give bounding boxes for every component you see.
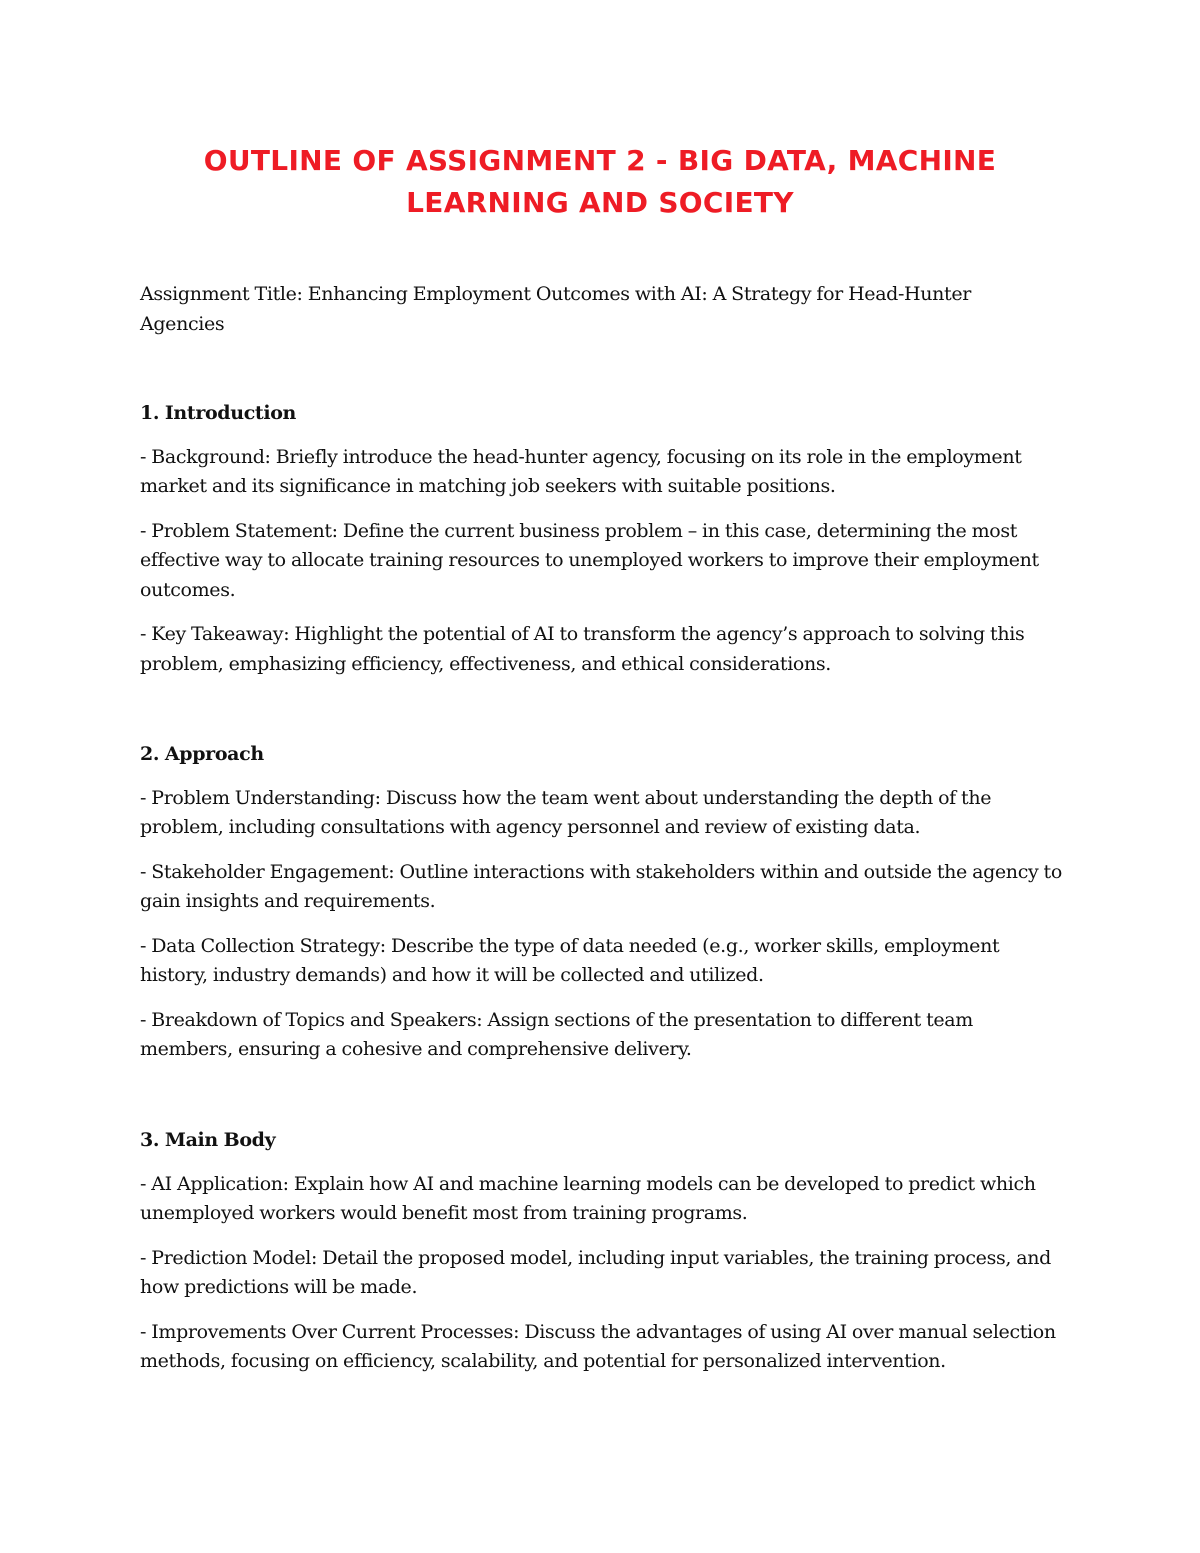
document-title-line-1: OUTLINE OF ASSIGNMENT 2 - BIG DATA, MACHINE [203,144,997,177]
section-heading: 3. Main Body [140,1129,276,1151]
bullet-data-collection-strategy: - Data Collection Strategy: Describe the type of data needed (e.g., worker skills, employment history, industry demands) and how it will be collected and utilized. [140,934,1000,986]
section-heading: 2. Approach [140,743,264,765]
bullet-improvements-over-current-processes: - Improvements Over Current Processes: Discuss the advantages of using AI over manual selection methods, focusing on efficiency, scalability, and potential for personalized intervention. [140,1320,1056,1372]
bullet-prediction-model: - Prediction Model: Detail the proposed model, including input variables, the training process, and how predictions will be made. [140,1246,1051,1298]
bullet-background: - Background: Briefly introduce the head-hunter agency, focusing on its role in the employment market and its significance in matching job seekers with suitable positions. [140,445,1022,497]
section-introduction [140,399,1070,694]
bullet-problem-statement: - Problem Statement: Define the current business problem – in this case, determining the most effective way to allocate training resources to unemployed workers to improve their employment outcomes. [140,519,1039,601]
section-main-body [140,1126,1070,1392]
bullet-problem-understanding: - Problem Understanding: Discuss how the team went about understanding the depth of the problem, including consultations with agency personnel and review of existing data. [140,786,992,838]
document-title [140,140,1060,224]
bullet-stakeholder-engagement: - Stakeholder Engagement: Outline interactions with stakeholders within and outside the agency to gain insights and requirements. [140,860,1062,912]
document-title-line-2: LEARNING AND SOCIETY [406,186,794,219]
section-heading: 1. Introduction [140,402,297,424]
section-approach [140,740,1070,1080]
assignment-title: Assignment Title: Enhancing Employment Outcomes with AI: A Strategy for Head-Hunter Agencies [140,283,971,335]
bullet-breakdown-of-topics: - Breakdown of Topics and Speakers: Assign sections of the presentation to different team members, ensuring a cohesive and comprehensive delivery. [140,1008,973,1060]
bullet-ai-application: - AI Application: Explain how AI and machine learning models can be developed to predict which unemployed workers would benefit most from training programs. [140,1172,1036,1224]
bullet-key-takeaway: - Key Takeaway: Highlight the potential of AI to transform the agency’s approach to solving this problem, emphasizing efficiency, effectiveness, and ethical considerations. [140,623,1025,675]
